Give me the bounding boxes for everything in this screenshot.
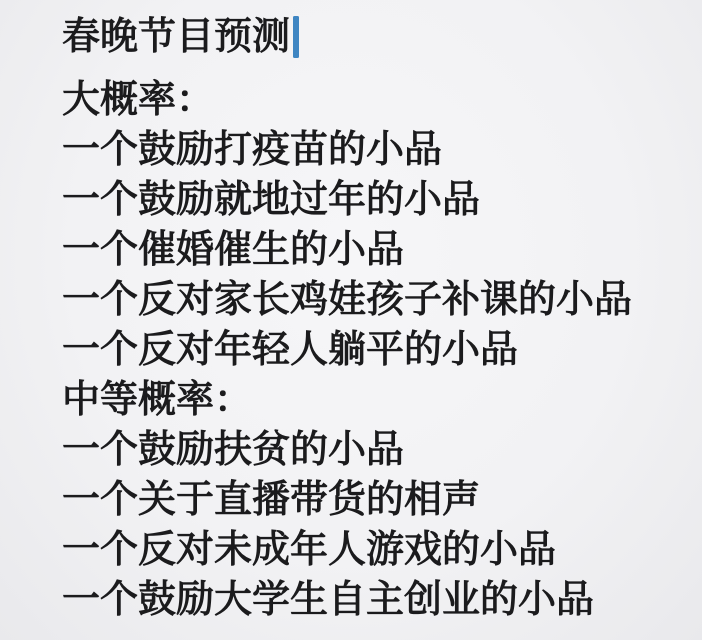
note-line: 一个鼓励大学生自主创业的小品 bbox=[62, 579, 595, 621]
note-title-line bbox=[62, 12, 682, 63]
note-line: 一个反对未成年人游戏的小品 bbox=[62, 529, 557, 571]
note-line: 一个反对年轻人躺平的小品 bbox=[62, 329, 519, 371]
note-body bbox=[62, 75, 682, 625]
text-cursor bbox=[293, 16, 299, 58]
note-line: 一个催婚催生的小品 bbox=[62, 229, 405, 271]
note-line: 一个鼓励扶贫的小品 bbox=[62, 429, 405, 471]
note-line: 大概率： bbox=[62, 79, 215, 121]
note-line: 中等概率： bbox=[62, 379, 253, 421]
note-line: 一个鼓励打疫苗的小品 bbox=[62, 129, 443, 171]
note-title: 春晚节目预测 bbox=[62, 16, 291, 58]
note-line: 一个反对家长鸡娃孩子补课的小品 bbox=[62, 279, 633, 321]
note-line: 一个鼓励就地过年的小品 bbox=[62, 179, 481, 221]
note-line: 一个关于直播带货的相声 bbox=[62, 479, 481, 521]
